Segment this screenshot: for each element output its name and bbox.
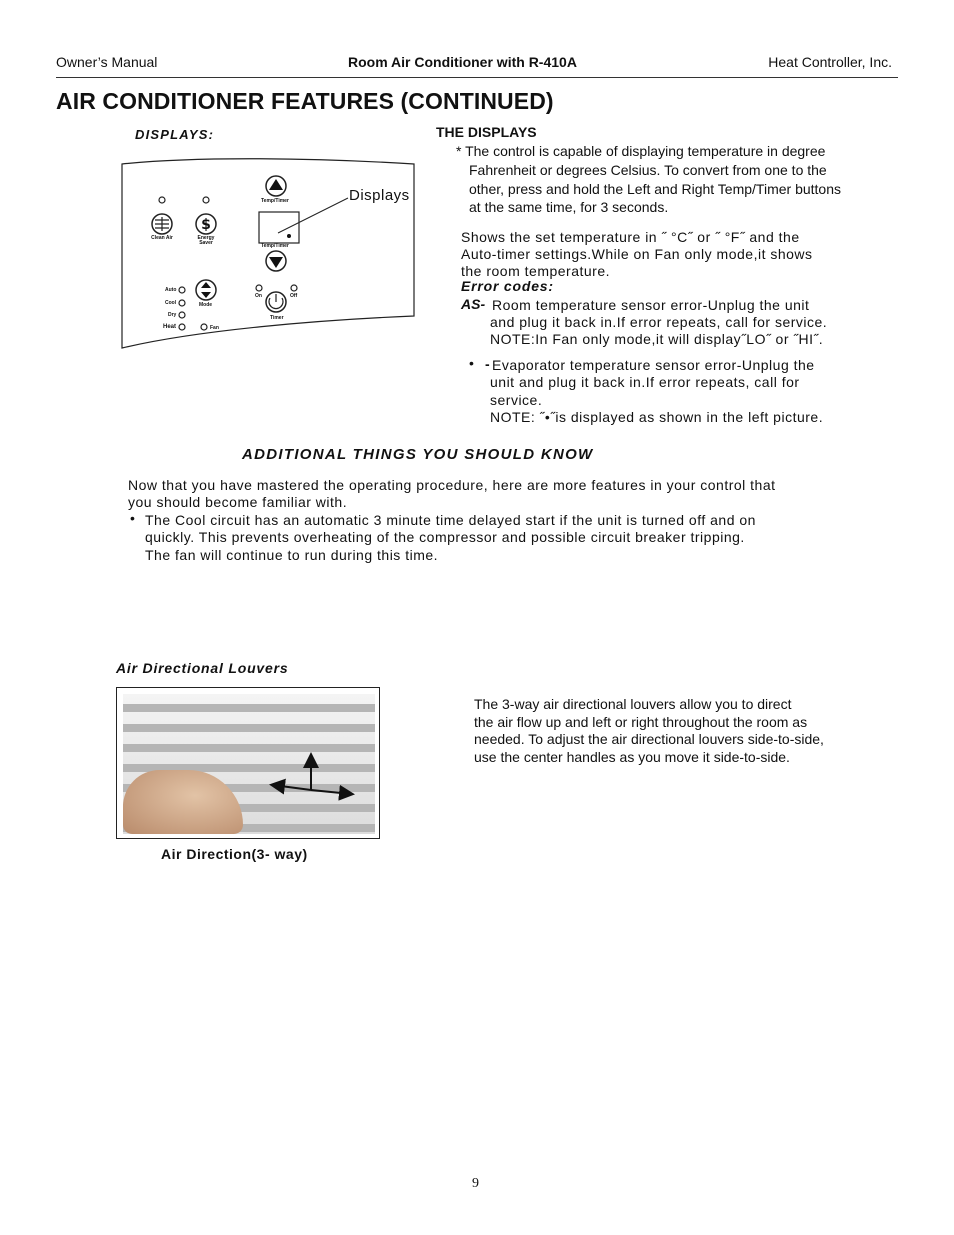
- on-label: On: [255, 293, 262, 299]
- displays-p2-line2: Auto-timer settings.While on Fan only mode,it shows: [461, 246, 813, 262]
- header-divider: [56, 77, 898, 78]
- louvers-heading: Air Directional Louvers: [116, 660, 289, 676]
- dot-line2: unit and plug it back in.If error repeats, call for: [490, 374, 800, 390]
- displays-callout: Displays: [349, 187, 410, 204]
- additional-bullet: •: [130, 510, 135, 526]
- displays-p2-line3: the room temperature.: [461, 263, 611, 279]
- as-line3: NOTE:In Fan only mode,it will display˝LO˝ or ˝HI˝.: [490, 331, 824, 347]
- louvers-line2: the air flow up and left or right throughout the room as: [474, 714, 808, 730]
- additional-bullet-line1: The Cool circuit has an automatic 3 minute time delayed start if the unit is turned off and on: [145, 512, 756, 528]
- additional-bullet-line2: quickly. This prevents overheating of the compressor and possible circuit breaker tripping.: [145, 529, 745, 545]
- off-label: Off: [290, 293, 298, 299]
- header-right: Heat Controller, Inc.: [768, 54, 892, 70]
- louvers-line4: use the center handles as you move it side-to-side.: [474, 749, 790, 765]
- louvers-line1: The 3-way air directional louvers allow you to direct: [474, 696, 792, 712]
- control-panel-illustration: [118, 158, 418, 350]
- temp-timer-label-top: Temp/Timer: [261, 198, 289, 204]
- page-number: 9: [472, 1176, 479, 1191]
- error-code-dot: •: [469, 355, 474, 371]
- timer-label: Timer: [270, 315, 284, 321]
- displays-p1-line4: at the same time, for 3 seconds.: [469, 199, 669, 215]
- louvers-caption: Air Direction(3- way): [161, 846, 308, 862]
- additional-bullet-line3: The fan will continue to run during this time.: [145, 547, 439, 563]
- heat-label: Heat: [163, 324, 177, 330]
- displays-p1-line2: Fahrenheit or degrees Celsius. To convert from one to the: [469, 162, 827, 178]
- svg-text:$: $: [201, 217, 211, 233]
- displays-heading: DISPLAYS:: [135, 127, 215, 142]
- additional-heading: ADDITIONAL THINGS YOU SHOULD KNOW: [242, 446, 594, 463]
- displays-p1-line1: * The control is capable of displaying temperature in degree: [456, 143, 826, 159]
- temp-timer-label-bottom: Temp/Timer: [261, 243, 289, 249]
- clean-air-label: Clean Air: [151, 235, 173, 241]
- error-codes-heading: Error codes:: [461, 278, 554, 294]
- page-title: AIR CONDITIONER FEATURES (CONTINUED): [56, 88, 554, 114]
- mode-label: Mode: [199, 302, 213, 308]
- additional-line2: you should become familiar with.: [128, 494, 348, 510]
- dot-line1: Evaporator temperature sensor error-Unplug the: [492, 357, 815, 373]
- dot-line4: NOTE: ˝•˝is displayed as shown in the left picture.: [490, 409, 824, 425]
- additional-line1: Now that you have mastered the operating procedure, here are more features in your control that: [128, 477, 776, 493]
- error-code-as: AS-: [461, 296, 486, 312]
- as-line2: and plug it back in.If error repeats, call for service.: [490, 314, 828, 330]
- energy-saver-label: Energy Saver: [197, 235, 215, 246]
- as-line1: Room temperature sensor error-Unplug the unit: [492, 297, 810, 313]
- cool-label: Cool: [165, 300, 177, 306]
- header-left: Owner’s Manual: [56, 54, 158, 70]
- header-center: Room Air Conditioner with R-410A: [348, 54, 577, 70]
- louvers-photo: [116, 687, 380, 839]
- dry-label: Dry: [168, 312, 177, 318]
- dot-line3: service.: [490, 392, 543, 408]
- louvers-line3: needed. To adjust the air directional louvers side-to-side,: [474, 731, 824, 747]
- displays-p1-line3: other, press and hold the Left and Right Temp/Timer buttons: [469, 181, 841, 197]
- displays-p2-line1: Shows the set temperature in ˝ °C˝ or ˝ °F˝ and the: [461, 229, 800, 245]
- fan-label: Fan: [210, 325, 219, 331]
- error-code-dash: -: [485, 356, 490, 372]
- auto-label: Auto: [165, 287, 177, 293]
- the-displays-heading: THE DISPLAYS: [436, 124, 537, 140]
